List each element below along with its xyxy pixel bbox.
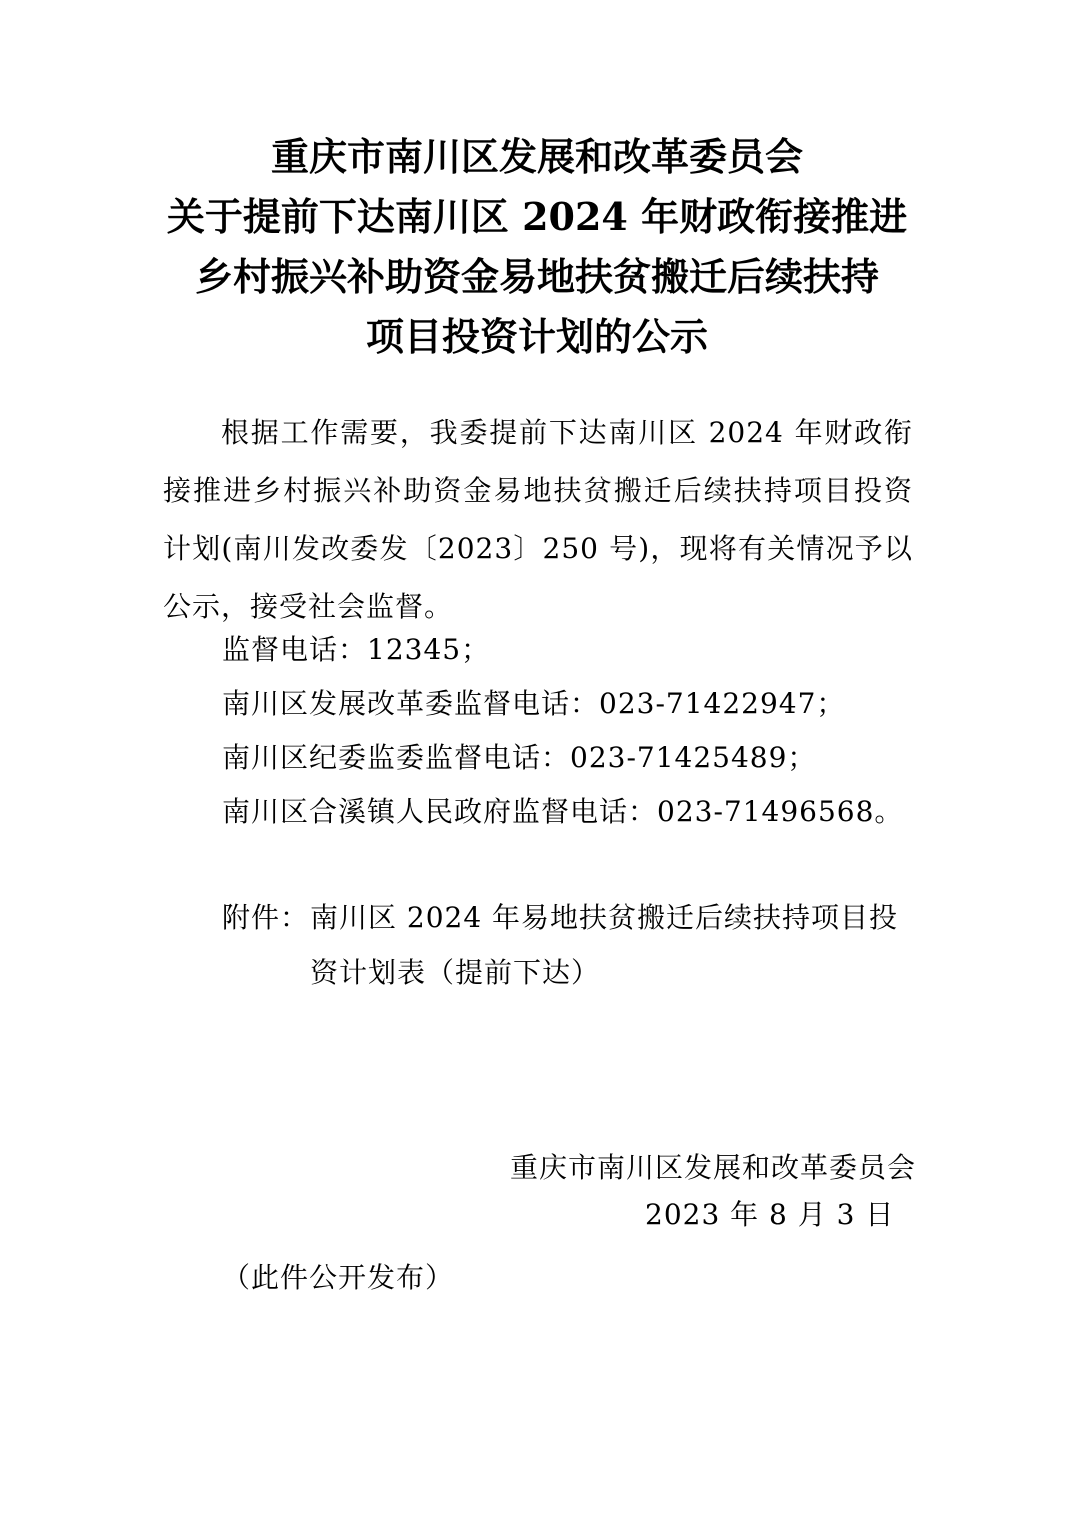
body-paragraph: 根据工作需要，我委提前下达南川区 2024 年财政衔接推进乡村振兴补助资金易地扶贫搬迁后续扶持项目投资计划(南川发改委发〔2023〕250 号)，现将有关情况予以公示，接受社会监督。 [163,416,913,623]
phone-line-ndrc: 南川区发展改革委监督电话：023-71422947； [222,687,846,720]
attachment-text: 南川区 2024 年易地扶贫搬迁后续扶持项目投资计划表（提前下达） [310,901,899,989]
title-line-1: 重庆市南川区发展和改革委员会 [270,134,803,179]
signature-date: 2023 年 8 月 3 日 [645,1198,895,1231]
signature-org: 重庆市南川区发展和改革委员会 [510,1151,917,1184]
title-line-3: 乡村振兴补助资金易地扶贫搬迁后续扶持 [194,254,879,299]
publication-note: （此件公开发布） [222,1261,455,1294]
phone-line-town-gov: 南川区合溪镇人民政府监督电话：023-71496568。 [222,795,904,828]
attachment-label: 附件： [222,901,310,934]
phone-line-discipline: 南川区纪委监委监督电话：023-71425489； [222,741,817,774]
phone-line-hotline: 监督电话：12345； [222,633,491,666]
document-title [0,127,1074,367]
title-line-2: 关于提前下达南川区 2024 年财政衔接推进 [166,194,908,239]
title-line-4: 项目投资计划的公示 [365,314,708,359]
